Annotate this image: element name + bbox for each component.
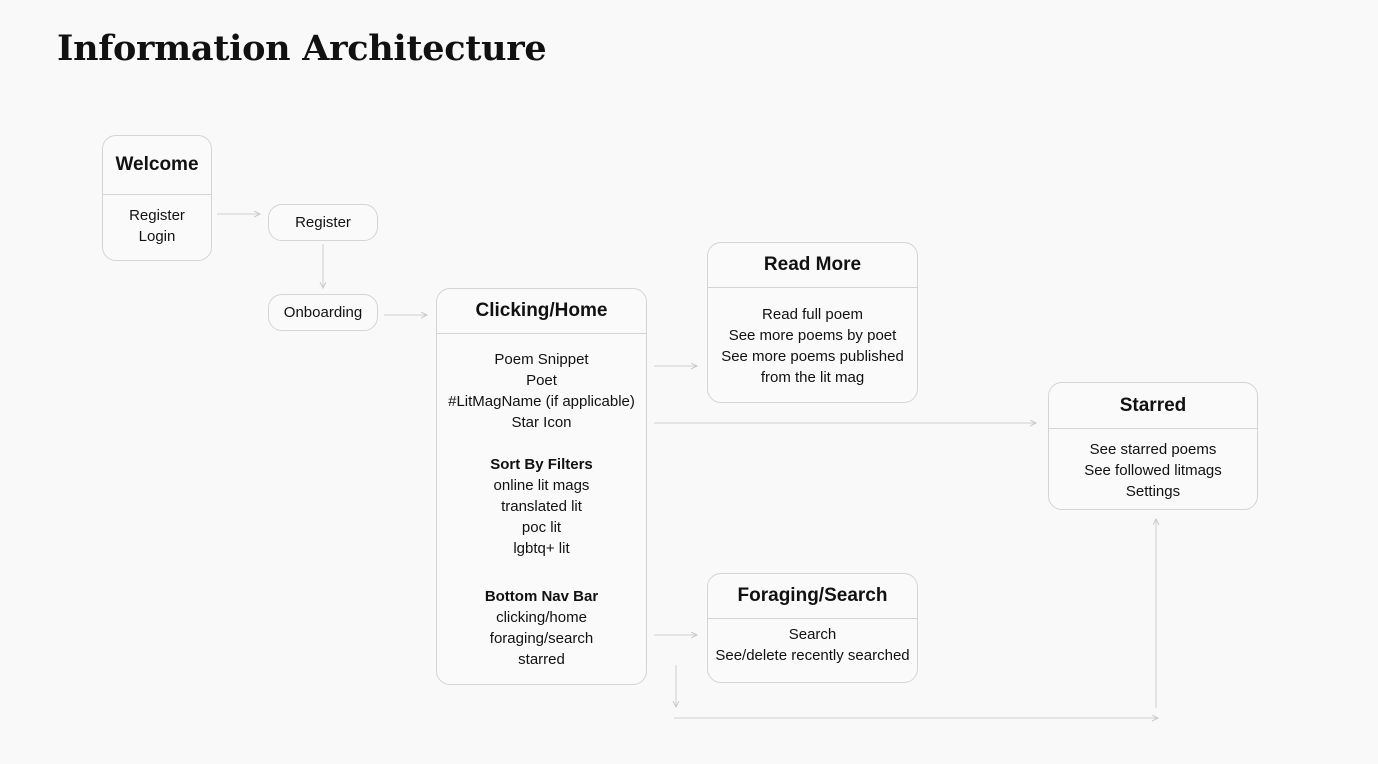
register-node: Register <box>268 204 378 241</box>
read-more-title: Read More <box>708 243 917 288</box>
search-item: See/delete recently searched <box>715 647 910 664</box>
nav-item: clicking/home <box>496 609 587 626</box>
welcome-item-register: Register <box>129 207 185 224</box>
welcome-box <box>102 135 212 261</box>
home-item: Star Icon <box>511 414 572 431</box>
home-item: #LitMagName (if applicable) <box>448 393 635 410</box>
read-more-item: Read full poem <box>762 306 863 323</box>
home-box <box>436 288 647 685</box>
onboarding-node: Onboarding <box>268 294 378 331</box>
welcome-title: Welcome <box>103 136 211 195</box>
home-item: Poet <box>526 372 557 389</box>
read-more-item: See more poems by poet <box>728 327 897 344</box>
filters-heading: Sort By Filters <box>490 456 593 473</box>
starred-item: See followed litmags <box>1084 462 1222 479</box>
starred-box <box>1048 382 1258 510</box>
filter-item: translated lit <box>501 498 582 515</box>
nav-item: foraging/search <box>489 630 594 647</box>
read-more-box <box>707 242 918 403</box>
nav-heading: Bottom Nav Bar <box>484 588 599 605</box>
search-item: Search <box>788 626 837 643</box>
starred-item: See starred poems <box>1089 441 1217 458</box>
read-more-item: from the lit mag <box>760 369 865 386</box>
starred-item: Settings <box>1125 483 1181 500</box>
home-title: Clicking/Home <box>437 289 646 334</box>
nav-item: starred <box>518 651 565 668</box>
search-box <box>707 573 918 683</box>
starred-title: Starred <box>1049 383 1257 429</box>
filter-item: online lit mags <box>493 477 590 494</box>
home-item: Poem Snippet <box>494 351 589 368</box>
page-title: Information Architecture <box>57 28 547 69</box>
filter-item: poc lit <box>521 519 562 536</box>
filter-item: lgbtq+ lit <box>513 540 570 557</box>
welcome-item-login: Login <box>138 228 176 245</box>
search-title: Foraging/Search <box>708 574 917 619</box>
read-more-item: See more poems published <box>721 348 904 365</box>
